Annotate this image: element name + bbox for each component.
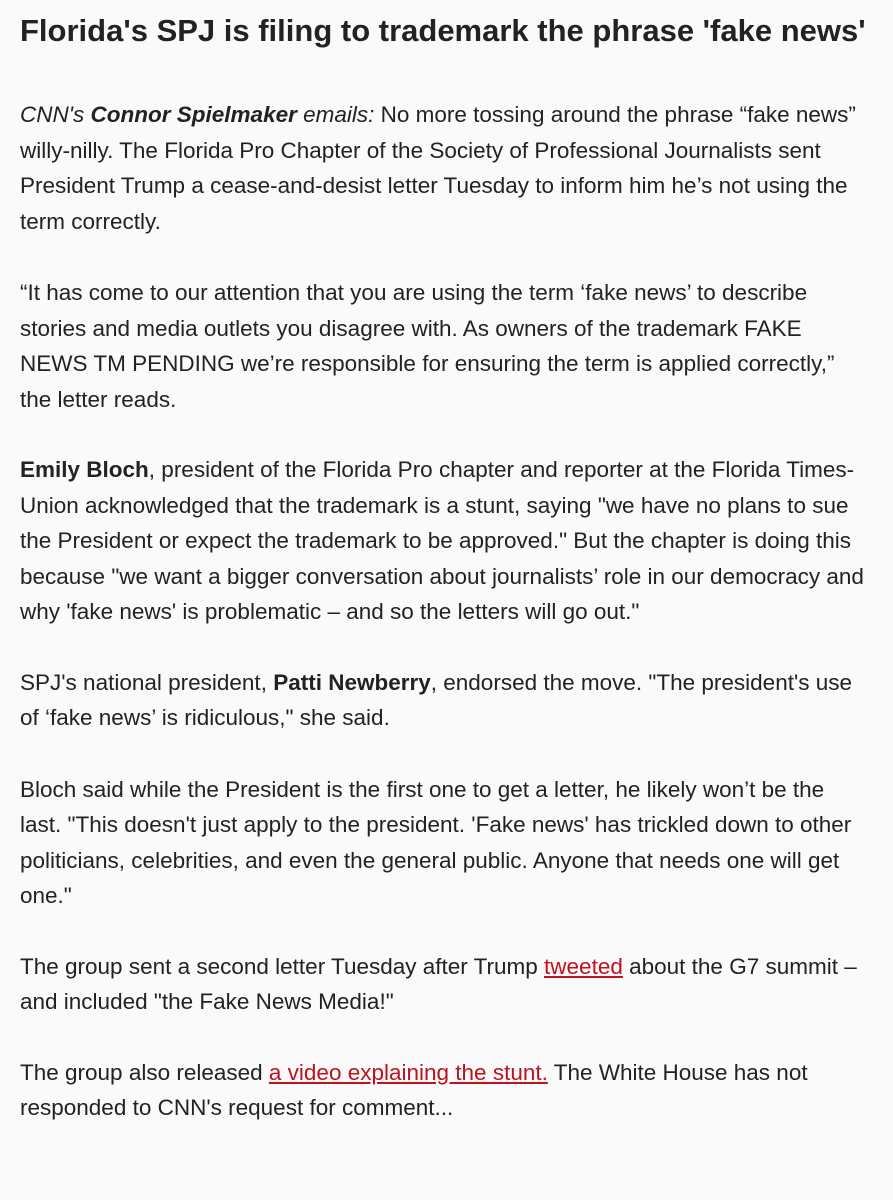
- paragraph-video: [20, 1055, 871, 1126]
- patti-newberry-name: Patti Newberry: [273, 669, 431, 695]
- intro-attribution: [20, 102, 374, 127]
- tweeted-link[interactable]: tweeted: [544, 953, 623, 979]
- author-name: Connor Spielmaker: [90, 102, 297, 128]
- second-letter-suffix: about the G7 summit – and included "the Fake News Media!": [20, 953, 857, 1015]
- intro-source: CNN's: [20, 102, 91, 128]
- second-letter-prefix: The group sent a second letter Tuesday after Trump: [20, 953, 545, 979]
- paragraph-bloch-quote: Bloch said while the President is the first one to get a letter, he likely won’t be the last. "This doesn't just apply to the president. 'Fake news' has trickled down to other politicians, celebrities, and even the general public. Anyone that needs one will get one.": [20, 776, 852, 909]
- video-prefix: The group also released: [20, 1059, 269, 1085]
- video-link[interactable]: a video explaining the stunt.: [268, 1059, 548, 1085]
- paragraph-emily-bloch: [20, 452, 871, 630]
- video-suffix: The White House has not responded to CNN's request for comment...: [20, 1059, 808, 1121]
- paragraph-intro-text: No more tossing around the phrase “fake news” willy-nilly. The Florida Pro Chapter of the Society of Professional Journalists sent President Trump a cease-and-desist letter Tuesday to inform him he’s not using the term correctly.: [20, 102, 856, 234]
- patti-prefix: SPJ's national president,: [20, 669, 274, 695]
- paragraph-letter-quote: “It has come to our attention that you are using the term ‘fake news’ to describe stories and media outlets you disagree with. As owners of the trademark FAKE NEWS TM PENDING we’re responsible for ensuring the term is applied correctly,” the letter reads.: [20, 280, 835, 412]
- paragraph-intro: [20, 97, 871, 239]
- paragraph-second-letter: [20, 949, 871, 1020]
- patti-text: , endorsed the move. "The president's use of ‘fake news’ is ridiculous," she said.: [20, 669, 853, 731]
- article-headline: Florida's SPJ is filing to trademark the phrase 'fake news': [20, 13, 866, 48]
- paragraph-patti-newberry: [20, 665, 871, 736]
- emily-bloch-name: Emily Bloch: [20, 457, 149, 483]
- paragraph-emily-bloch-text: , president of the Florida Pro chapter and reporter at the Florida Times-Union acknowledged that the trademark is a stunt, saying "we have no plans to sue the President or expect the trademark to be approved." But the chapter is doing this because "we want a bigger conversation about journalists’ role in our democracy and why 'fake news' is problematic – and so the letters will go out.": [20, 457, 864, 625]
- intro-suffix: emails:: [296, 102, 375, 128]
